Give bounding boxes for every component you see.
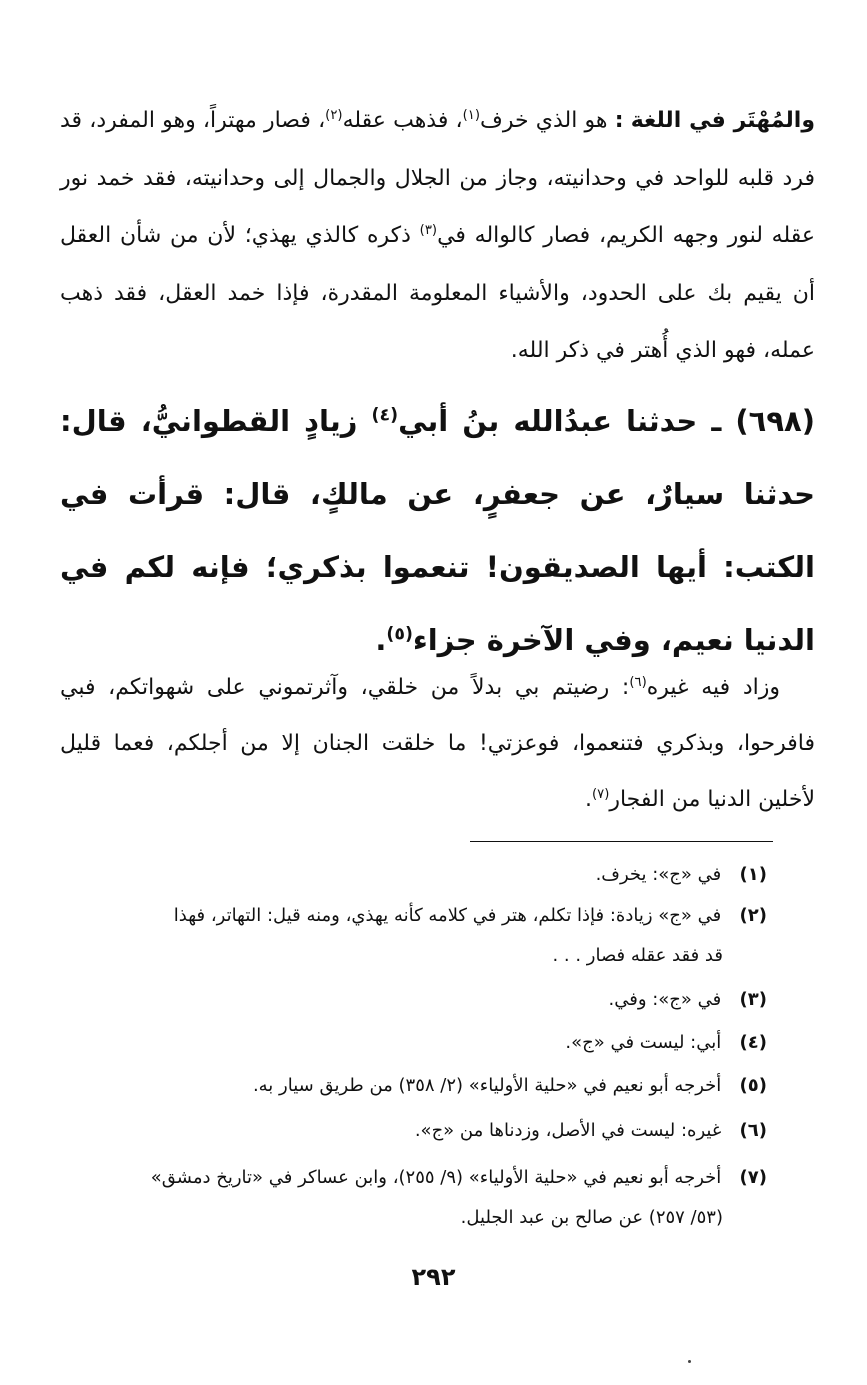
hadith-paragraph — [60, 385, 815, 677]
footnote-ref-2[interactable]: (٢) — [325, 108, 343, 124]
addition-paragraph — [60, 660, 815, 828]
term-colon: : — [614, 108, 624, 133]
footnote-1 — [55, 855, 767, 895]
footnote-text: أخرجه أبو نعيم في «حلية الأولياء» (٢/ ٣٥٨) من طريق سيار به. — [252, 1075, 722, 1096]
footnote-text: غيره: ليست في الأصل، وزدناها من «ج». — [414, 1120, 722, 1141]
footnote-4 — [55, 1023, 767, 1063]
paragraph-text: . — [584, 787, 592, 812]
lexical-paragraph — [60, 92, 815, 380]
paragraph-text: ، فذهب عقله — [342, 108, 463, 133]
footnote-number: (٥) — [739, 1075, 767, 1096]
footnote-continuation: (٥٣/ ٢٥٧) عن صالح بن عبد الجليل. — [460, 1207, 723, 1228]
footnote-separator — [470, 841, 773, 842]
footnote-5 — [55, 1066, 767, 1106]
footnote-2 — [55, 896, 767, 976]
hadith-text: . — [375, 623, 387, 657]
paragraph-text: وزاد فيه غيره — [646, 675, 780, 700]
footnote-number: (٧) — [739, 1167, 767, 1188]
paragraph-text: ، فصار مهتراً، وهو المفرد، قد فرد قلبه للواحد في وحدانيته، وجاز من الجلال والجمال إلى وحدانيته، فقد خمد نور عقله لنور وجهه الكريم، فصار كالواله في — [60, 108, 816, 248]
footnote-6 — [55, 1111, 767, 1151]
footnote-number: (٣) — [739, 989, 767, 1010]
page-number: ٢٩٢ — [411, 1263, 456, 1291]
footnote-ref-1[interactable]: (١) — [462, 108, 481, 124]
hadith-text: (٦٩٨) ـ حدثنا عبدُالله بنُ أبي — [398, 404, 815, 438]
hadith-text: زيادٍ القطوانيُّ، قال: حدثنا سيارٌ، عن جعفرٍ، عن مالكٍ، قال: قرأت في الكتب: أيها الصديقون! تنعموا بذكري؛ فإنه لكم في الدنيا نعيم، وفي الآخرة جزاء — [60, 404, 815, 657]
footnote-number: (٦) — [739, 1120, 767, 1141]
footnote-number: (١) — [739, 864, 767, 885]
footnote-text: في «ج» زيادة: فإذا تكلم، هتر في كلامه كأنه يهذي، ومنه قيل: التهاتر، فهذا — [173, 905, 722, 926]
paragraph-text: ذكره كالذي يهذي؛ لأن من شأن العقل أن يقيم بك على الحدود، والأشياء المعلومة المقدرة، فإذا خمد العقل، فقد ذهب عمله، فهو الذي أُهتر في ذكر الله. — [60, 223, 815, 363]
footnote-text: في «ج»: وفي. — [608, 989, 722, 1010]
footnote-ref-3[interactable]: (٣) — [419, 223, 438, 239]
footnote-3 — [55, 980, 767, 1020]
footnote-number: (٢) — [739, 905, 767, 926]
footnote-number: (٤) — [739, 1032, 767, 1053]
footnote-continuation: قد فقد عقله فصار . . . — [552, 945, 723, 966]
paragraph-text: هو الذي خرف — [480, 108, 608, 133]
footnote-ref-6[interactable]: (٦) — [629, 675, 647, 691]
defined-term: والمُهْتَر في اللغة — [630, 108, 815, 133]
paragraph-text: : رضيتم بي بدلاً من خلقي، وآثرتموني على شهواتكم، فبي فافرحوا، وبذكري فتنعموا، فوعزتي! ما خلقت الجنان إلا من أجلكم، فعما قليل لأخلين الدنيا من الفجار — [60, 675, 815, 812]
footnote-text: أخرجه أبو نعيم في «حلية الأولياء» (٩/ ٢٥٥)، وابن عساكر في «تاريخ دمشق» — [150, 1167, 722, 1188]
footnote-text: أبي: ليست في «ج». — [565, 1032, 722, 1053]
footnote-ref-4[interactable]: (٤) — [371, 405, 399, 426]
footnote-text: في «ج»: يخرف. — [595, 864, 722, 885]
scan-speck — [688, 1360, 691, 1363]
footnote-ref-5[interactable]: (٥) — [386, 624, 413, 645]
footnote-7 — [55, 1158, 767, 1238]
footnote-ref-7[interactable]: (٧) — [591, 787, 610, 803]
